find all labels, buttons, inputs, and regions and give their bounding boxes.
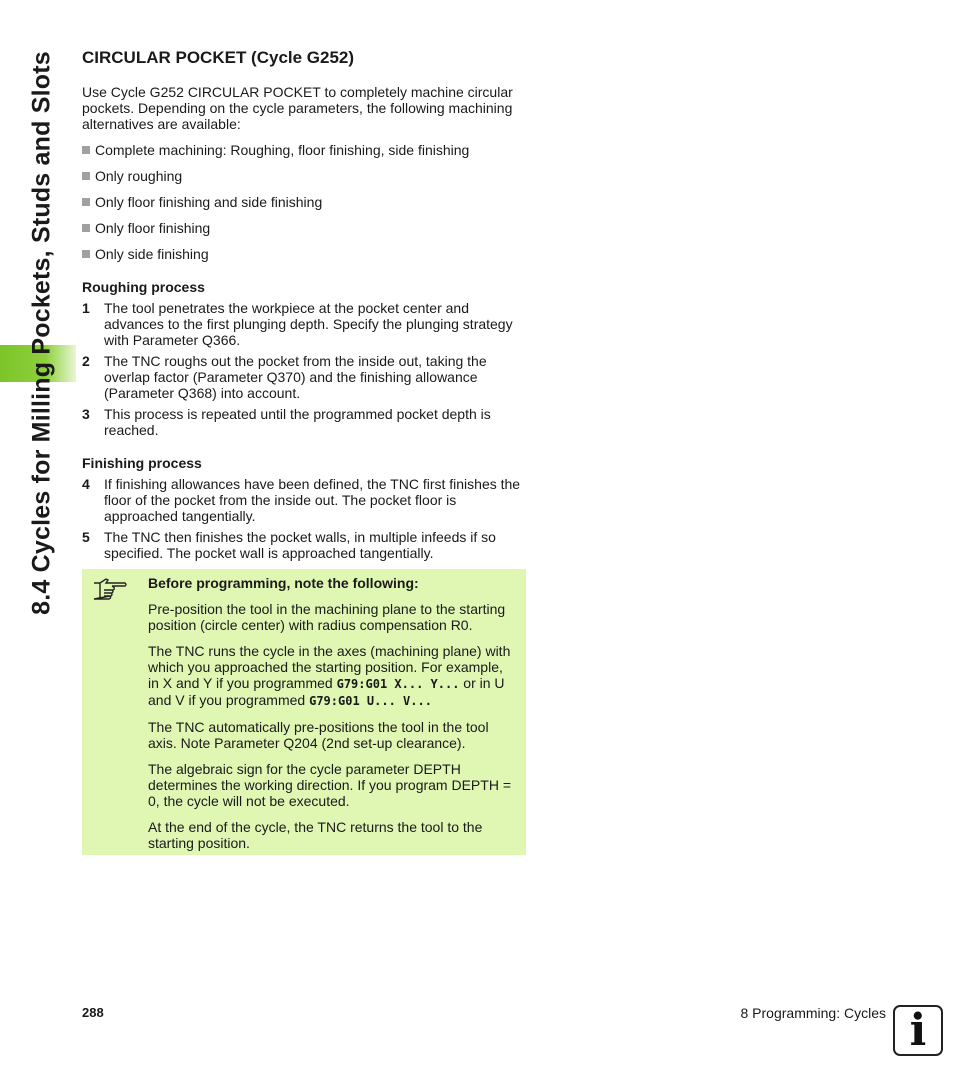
main-content [82,50,528,566]
step-number: 4 [82,476,90,492]
code-snippet: G79:G01 X... Y... [336,677,460,691]
bullet-text: Only roughing [95,168,183,184]
step-item [82,300,528,348]
step-item [82,476,528,524]
list-item [82,142,528,158]
step-number: 1 [82,300,90,316]
bullet-square-icon [82,250,90,258]
chapter-label: 8 Programming: Cycles [740,1005,886,1021]
step-text: This process is repeated until the programmed pocket depth is reached. [104,406,491,438]
note-text: or in U and V if you programmed [148,675,505,708]
bullet-square-icon [82,224,90,232]
list-item [82,168,528,184]
pointing-hand-icon [92,577,128,601]
step-text: The TNC then finishes the pocket walls, in multiple infeeds if so specified. The pocket wall is approached tangentially. [104,529,496,561]
note-paragraph: Pre-position the tool in the machining plane to the starting position (circle center) with radius compensation R0. [148,601,506,633]
intro-paragraph: Use Cycle G252 CIRCULAR POCKET to completely machine circular pockets. Depending on the cycle parameters, the following machining alternatives are available: [82,84,513,132]
bullet-text: Only floor finishing [95,220,211,236]
bullet-text: Only side finishing [95,246,209,262]
page-title: CIRCULAR POCKET (Cycle G252) [82,48,355,67]
bullet-square-icon [82,198,90,206]
step-number: 5 [82,529,90,545]
step-item [82,406,528,438]
finishing-heading: Finishing process [82,455,202,471]
list-item [82,194,528,210]
roughing-heading: Roughing process [82,279,205,295]
bullet-square-icon [82,146,90,154]
list-item [82,220,528,236]
bullet-text: Only floor finishing and side finishing [95,194,323,210]
bullet-square-icon [82,172,90,180]
step-text: If finishing allowances have been defined, the TNC first finishes the floor of the pocket from the inside out. The pocket floor is approached tangentially. [104,476,521,524]
note-heading: Before programming, note the following: [148,575,419,591]
step-item [82,529,528,561]
side-section-title: 8.4 Cycles for Milling Pockets, Studs and Slots [27,51,56,615]
code-snippet: G79:G01 U... V... [309,694,432,708]
page-number: 288 [82,1005,104,1020]
note-text: The TNC runs the cycle in the axes (machining plane) with which you approached the starting position. For example, in X and Y if you programmed [148,643,511,691]
step-item [82,353,528,401]
step-text: The tool penetrates the workpiece at the pocket center and advances to the first plunging depth. Specify the plunging strategy with Parameter Q366. [104,300,513,348]
list-item [82,246,528,262]
step-number: 2 [82,353,90,369]
note-paragraph: The TNC automatically pre-positions the tool in the tool axis. Note Parameter Q204 (2nd set-up clearance). [148,719,489,751]
bullet-text: Complete machining: Roughing, floor finishing, side finishing [95,142,470,158]
info-icon: i [893,1005,943,1056]
step-number: 3 [82,406,90,422]
step-text: The TNC roughs out the pocket from the inside out, taking the overlap factor (Parameter Q370) and the finishing allowance (Parameter Q368) into account. [104,353,487,401]
note-paragraph [148,643,516,709]
note-paragraph: At the end of the cycle, the TNC returns the tool to the starting position. [148,819,483,851]
note-paragraph: The algebraic sign for the cycle parameter DEPTH determines the working direction. If you program DEPTH = 0, the cycle will not be executed. [148,761,511,809]
note-box [82,569,526,855]
